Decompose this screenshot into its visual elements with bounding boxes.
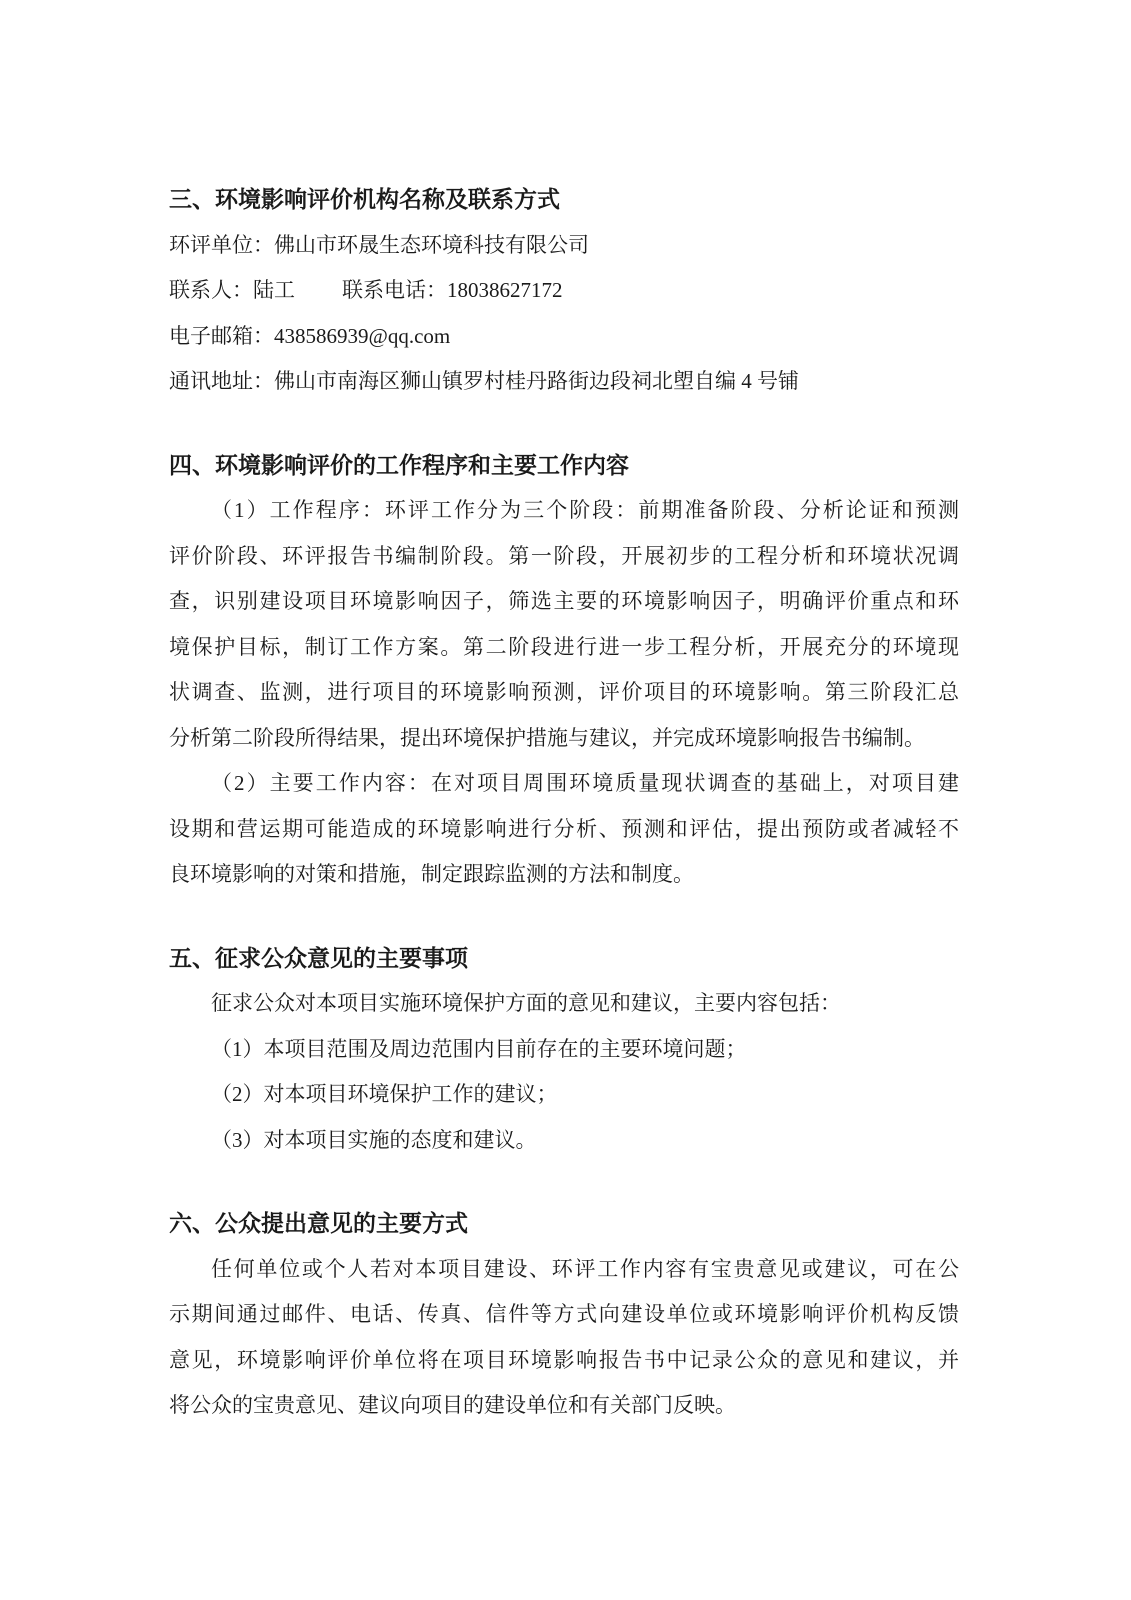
address-line: 通讯地址：佛山市南海区狮山镇罗村桂丹路街边段祠北塱自编 4 号铺: [169, 369, 799, 393]
contact-phone: 联系电话：18038627172: [342, 278, 563, 302]
paragraph-line: 评价阶段、环评报告书编制阶段。第一阶段，开展初步的工程分析和环境状况调: [169, 543, 959, 568]
section-6-heading: 六、公众提出意见的主要方式: [169, 1211, 468, 1236]
paragraph-feedback: [169, 1247, 959, 1429]
intro-line: 征求公众对本项目实施环境保护方面的意见和建议，主要内容包括：: [211, 991, 841, 1015]
email-line: 电子邮箱：438586939@qq.com: [169, 323, 451, 348]
section-work-procedure: [169, 443, 959, 898]
paragraph-line: （2）主要工作内容：在对项目周围环境质量现状调查的基础上，对项目建: [211, 771, 959, 795]
paragraph-work-procedure: [169, 488, 959, 761]
contact-person: 联系人：陆工: [169, 278, 295, 302]
paragraph-line: 任何单位或个人若对本项目建设、环评工作内容有宝贵意见或建议，可在公: [211, 1256, 959, 1281]
list-item: （3）对本项目实施的态度和建议。: [211, 1127, 537, 1152]
paragraph-line: 状调查、监测，进行项目的环境影响预测，评价项目的环境影响。第三阶段汇总: [169, 680, 959, 704]
paragraph-line: 设期和营运期可能造成的环境影响进行分析、预测和评估，提出预防或者减轻不: [169, 816, 959, 841]
list-item: （1）本项目范围及周边范围内目前存在的主要环境问题；: [211, 1036, 747, 1061]
section-feedback-methods: [169, 1201, 959, 1429]
paragraph-line: 分析第二阶段所得结果，提出环境保护措施与建议，并完成环境影响报告书编制。: [169, 725, 925, 750]
section-4-heading: 四、环境影响评价的工作程序和主要工作内容: [169, 452, 629, 478]
paragraph-line: 境保护目标，制订工作方案。第二阶段进行进一步工程分析，开展充分的环境现: [169, 634, 959, 659]
paragraph-line: 示期间通过邮件、电话、传真、信件等方式向建设单位或环境影响评价机构反馈: [169, 1302, 959, 1326]
document-content: [169, 177, 959, 1429]
section-agency-contact: [169, 177, 959, 405]
list-item: （2）对本项目环境保护工作的建议；: [211, 1082, 558, 1106]
section-5-heading: 五、征求公众意见的主要事项: [169, 945, 468, 971]
section-public-opinion-items: [169, 936, 959, 1164]
eia-unit-line: 环评单位：佛山市环晟生态环境科技有限公司: [169, 232, 589, 257]
section-3-heading: 三、环境影响评价机构名称及联系方式: [169, 187, 560, 212]
paragraph-main-content: [169, 761, 959, 898]
paragraph-line: 意见，环境影响评价单位将在项目环境影响报告书中记录公众的意见和建议，并: [169, 1347, 959, 1372]
paragraph-line: （1）工作程序：环评工作分为三个阶段：前期准备阶段、分析论证和预测: [211, 498, 959, 522]
paragraph-line: 查，识别建设项目环境影响因子，筛选主要的环境影响因子，明确评价重点和环: [169, 589, 959, 613]
paragraph-line: 将公众的宝贵意见、建议向项目的建设单位和有关部门反映。: [169, 1393, 736, 1417]
contact-line: [169, 268, 959, 314]
paragraph-line: 良环境影响的对策和措施，制定跟踪监测的方法和制度。: [169, 862, 694, 886]
